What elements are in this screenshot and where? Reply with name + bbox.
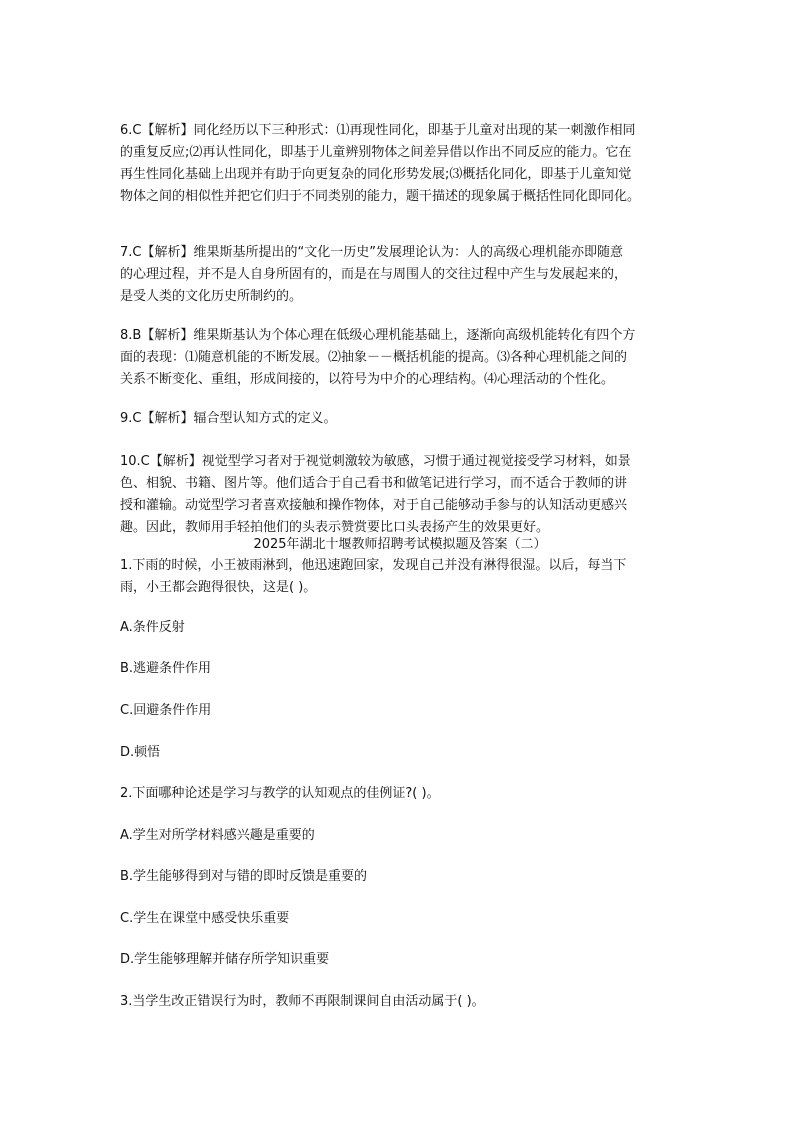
text-line: 的心理过程，并不是人自身所固有的，而是在与周围人的交往过程中产生与发展起来的，	[120, 267, 628, 282]
answer-8-explanation	[120, 325, 680, 391]
text-line: 趣。因此，教师用手轻拍他们的头表示赞赏要比口头表扬产生的效果更好。	[120, 520, 550, 535]
text-line: 9.C【解析】辐合型认知方式的定义。	[120, 411, 337, 426]
option-text: A.学生对所学材料感兴趣是重要的	[120, 828, 315, 843]
question-1-option-c	[120, 700, 680, 722]
option-text: A.条件反射	[120, 620, 185, 635]
text-line: 面的表现：⑴随意机能的不断发展。⑵抽象－－概括机能的提高。⑶各种心理机能之间的	[120, 350, 628, 365]
question-3-stem	[120, 991, 680, 1013]
section-title-text: 2025年湖北十堰教师招聘考试模拟题及答案（二）	[253, 537, 547, 552]
text-line: 10.C【解析】视觉型学习者对于视觉刺激较为敏感，习惯于通过视觉接受学习材料，如景	[120, 454, 631, 469]
question-1-option-b	[120, 658, 680, 680]
text-line: 8.B【解析】维果斯基认为个体心理在低级心理机能基础上，逐渐向高级机能转化有四个方	[120, 328, 636, 343]
question-1-stem	[120, 555, 680, 599]
question-2-option-c	[120, 908, 680, 930]
question-1-option-a	[120, 617, 680, 639]
answer-7-explanation	[120, 242, 680, 308]
text-line: 再生性同化基础上出现并有助于向更复杂的同化形势发展;⑶概括化同化，即基于儿童知觉	[120, 167, 632, 182]
option-text: D.学生能够理解并储存所学知识重要	[120, 952, 330, 967]
option-text: C.学生在课堂中感受快乐重要	[120, 911, 290, 926]
text-line: 物体之间的相似性并把它们归于不同类别的能力，题干描述的现象属于概括性同化即同化。	[120, 189, 641, 204]
text-line: 7.C【解析】维果斯基所提出的“文化一历史”发展理论认为：人的高级心理机能亦即随意	[120, 245, 623, 260]
answer-9-explanation	[120, 408, 680, 430]
text-line: 1.下雨的时候，小王被雨淋到，他迅速跑回家，发现自己并没有淋得很湿。以后，每当下	[120, 558, 627, 573]
text-line: 色、相貌、书籍、图片等。他们适合于自己看书和做笔记进行学习，而不适合于教师的讲	[120, 476, 628, 491]
text-line: 2.下面哪种论述是学习与教学的认知观点的佳例证?( )。	[120, 786, 440, 801]
section-title	[120, 534, 680, 556]
question-2-option-a	[120, 825, 680, 847]
question-2-stem	[120, 783, 680, 805]
option-text: D.顿悟	[120, 745, 161, 760]
text-line: 的重复反应;⑵再认性同化，即基于儿童辨别物体之间差异借以作出不同反应的能力。它在	[120, 145, 632, 160]
text-line: 关系不断变化、重组，形成间接的，以符号为中介的心理结构。⑷心理活动的个性化。	[120, 372, 615, 387]
option-text: B.学生能够得到对与错的即时反馈是重要的	[120, 869, 368, 884]
question-2-option-d	[120, 949, 680, 971]
text-line: 雨，小王都会跑得很快，这是( )。	[120, 580, 317, 595]
answer-10-explanation	[120, 451, 680, 539]
text-line: 3.当学生改正错误行为时，教师不再限制课间自由活动属于( )。	[120, 994, 485, 1009]
question-1-option-d	[120, 742, 680, 764]
text-line: 6.C【解析】同化经历以下三种形式：⑴再现性同化，即基于儿童对出现的某一刺激作相同	[120, 123, 636, 138]
question-2-option-b	[120, 866, 680, 888]
option-text: B.逃避条件作用	[120, 661, 212, 676]
option-text: C.回避条件作用	[120, 703, 212, 718]
answer-6-explanation	[120, 120, 680, 208]
text-line: 授和灌输。动觉型学习者喜欢接触和操作物体，对于自己能够动手参与的认知活动更感兴	[120, 498, 628, 513]
text-line: 是受人类的文化历史所制约的。	[120, 289, 303, 304]
